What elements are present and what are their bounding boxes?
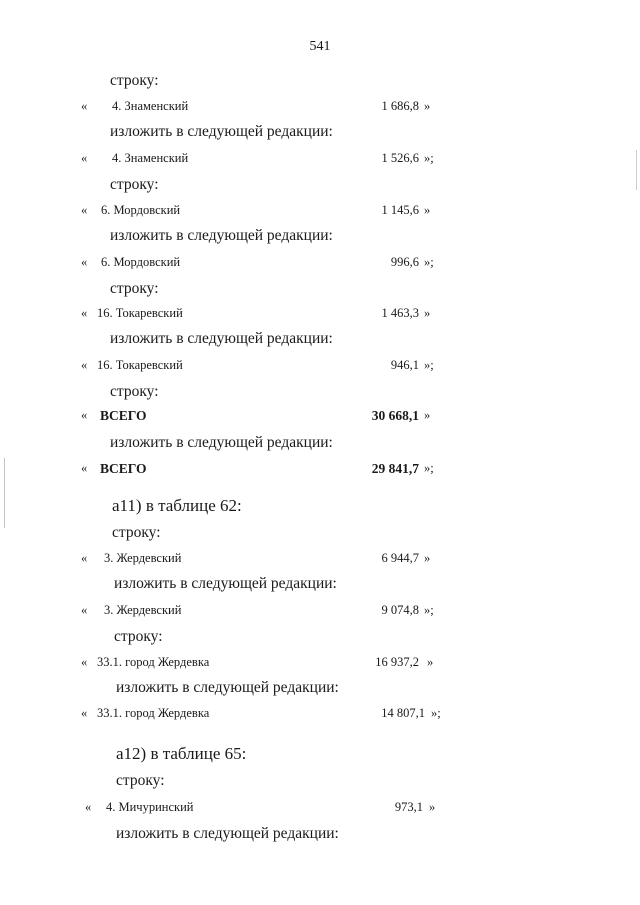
quote-close: »; — [424, 358, 434, 372]
row-name: 33.1. город Жердевка — [97, 706, 210, 720]
quote-open: « — [81, 603, 88, 617]
row-name: ВСЕГО — [100, 408, 147, 423]
quote-close: »; — [424, 461, 434, 475]
label-izlozhit: изложить в следующей редакции: — [114, 575, 337, 592]
quote-close: » — [424, 551, 431, 565]
row-name: 3. Жердевский — [104, 603, 182, 617]
row-name: 16. Токаревский — [97, 358, 183, 372]
quote-close: » — [424, 203, 431, 217]
quote-open: « — [81, 551, 88, 565]
row-name: 16. Токаревский — [97, 306, 183, 320]
row-value: 1 686,8 — [381, 99, 419, 113]
quote-open: « — [81, 706, 88, 720]
row-value: 1 463,3 — [381, 306, 419, 320]
row-value: 1 526,6 — [381, 151, 419, 165]
row-value: 973,1 — [394, 800, 423, 814]
quote-close: » — [424, 99, 431, 113]
scan-edge-mark — [636, 150, 637, 190]
label-stroku: строку: — [110, 383, 159, 400]
row-value: 30 668,1 — [371, 408, 419, 423]
quote-open: « — [81, 306, 88, 320]
quote-close: »; — [424, 151, 434, 165]
row-value: 1 145,6 — [381, 203, 419, 217]
row-value: 996,6 — [390, 255, 419, 269]
quote-close: » — [424, 306, 431, 320]
scan-edge-mark — [4, 458, 5, 528]
quote-close: » — [424, 408, 431, 422]
quote-open: « — [81, 255, 88, 269]
quote-open: « — [81, 461, 88, 475]
row-name: 6. Мордовский — [101, 203, 181, 217]
section-heading: а12) в таблице 65: — [116, 744, 247, 763]
row-name: 6. Мордовский — [101, 255, 181, 269]
label-stroku: строку: — [110, 72, 159, 89]
row-value: 9 074,8 — [381, 603, 419, 617]
row-name: 4. Мичуринский — [106, 800, 194, 814]
label-stroku: строку: — [110, 280, 159, 297]
row-value: 29 841,7 — [371, 461, 419, 476]
quote-close: » — [427, 655, 434, 669]
label-stroku: строку: — [110, 176, 159, 193]
quote-close: »; — [424, 603, 434, 617]
quote-open: « — [85, 800, 92, 814]
section-heading: а11) в таблице 62: — [112, 496, 242, 515]
quote-close: » — [429, 800, 436, 814]
row-value: 6 944,7 — [381, 551, 419, 565]
quote-close: »; — [431, 706, 441, 720]
label-izlozhit: изложить в следующей редакции: — [110, 434, 333, 451]
label-izlozhit: изложить в следующей редакции: — [110, 227, 333, 244]
quote-open: « — [81, 358, 88, 372]
quote-open: « — [81, 151, 88, 165]
row-name: 3. Жердевский — [104, 551, 182, 565]
row-name: 4. Знаменский — [112, 99, 189, 113]
label-izlozhit: изложить в следующей редакции: — [116, 679, 339, 696]
label-izlozhit: изложить в следующей редакции: — [116, 825, 339, 842]
quote-open: « — [81, 99, 88, 113]
label-izlozhit: изложить в следующей редакции: — [110, 330, 333, 347]
label-izlozhit: изложить в следующей редакции: — [110, 123, 333, 140]
label-stroku: строку: — [114, 628, 163, 645]
row-name: 33.1. город Жердевка — [97, 655, 210, 669]
row-value: 14 807,1 — [381, 706, 425, 720]
row-name: ВСЕГО — [100, 461, 147, 476]
row-name: 4. Знаменский — [112, 151, 189, 165]
quote-open: « — [81, 203, 88, 217]
page-number: 541 — [309, 39, 331, 54]
quote-open: « — [81, 408, 88, 422]
row-value: 946,1 — [390, 358, 419, 372]
quote-open: « — [81, 655, 88, 669]
quote-close: »; — [424, 255, 434, 269]
label-stroku: строку: — [112, 524, 161, 541]
label-stroku: строку: — [116, 772, 165, 789]
row-value: 16 937,2 — [375, 655, 419, 669]
